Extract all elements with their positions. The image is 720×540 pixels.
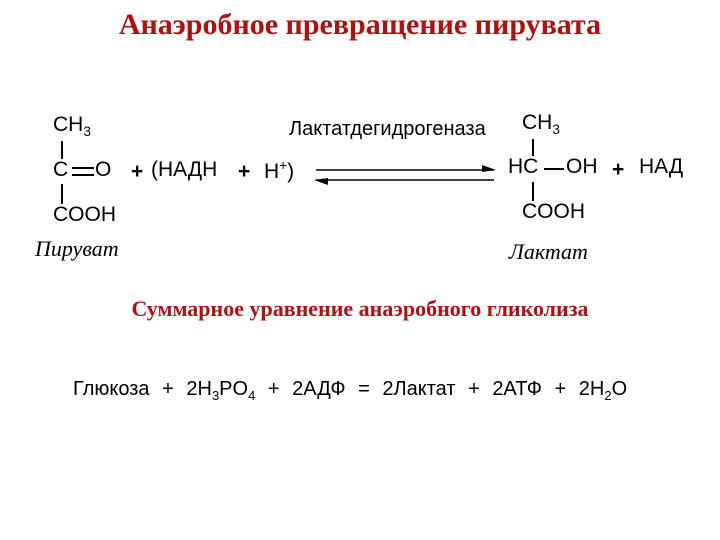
overall-equation [73, 378, 634, 403]
enzyme-label: Лактатдегидрогеназа [289, 118, 486, 140]
pyruvate-ch3: $CH_3$ [53, 113, 91, 140]
lactate-oh: OH [566, 155, 598, 178]
lactate-bond-oh [544, 168, 564, 170]
nad-label: НАД [639, 155, 684, 178]
plus-sign: + [238, 160, 251, 183]
equation-lactate: 2Лактат [382, 378, 456, 400]
pyruvate-c: C [53, 158, 69, 181]
plus-sign: + [267, 378, 280, 400]
lactate-hc: HC [508, 155, 539, 178]
plus-sign: + [554, 378, 567, 400]
equilibrium-arrows [310, 160, 500, 190]
equation-phosphoric-acid: $2H_3PO_4$ [186, 378, 256, 403]
pyruvate-caption: Пируват [35, 236, 119, 261]
lactate-ch3: $CH_3$ [522, 111, 560, 138]
lactate-cooh: COOH [522, 200, 585, 223]
plus-sign: + [162, 378, 174, 400]
pyruvate-bond-top [61, 141, 63, 159]
lactate-bond-bottom [532, 182, 534, 201]
page-title: Анаэробное превращение пирувата [118, 8, 602, 41]
equals-sign: = [358, 378, 370, 400]
pyruvate-bond-bottom [61, 184, 63, 204]
pyruvate-o: O [95, 158, 112, 181]
plus-sign: + [468, 378, 480, 400]
proton-label: H+) [264, 158, 295, 183]
lactate-caption: Лактат [509, 239, 588, 264]
equation-atp: 2АТФ [492, 378, 542, 400]
summary-title: Суммарное уравнение анаэробного гликолиза [131, 296, 589, 321]
equation-adp: 2АДФ [292, 378, 346, 400]
equation-glucose: Глюкоза [73, 378, 150, 400]
plus-sign: + [612, 158, 625, 181]
pyruvate-double-bond-2 [72, 174, 94, 176]
plus-sign: + [131, 160, 144, 183]
pyruvate-cooh: COOH [53, 203, 116, 226]
pyruvate-double-bond-1 [72, 167, 94, 169]
nadh-label: (НАДН [151, 158, 218, 181]
lactate-bond-top [532, 139, 534, 156]
equation-water: $2H_2O$ [578, 378, 628, 403]
